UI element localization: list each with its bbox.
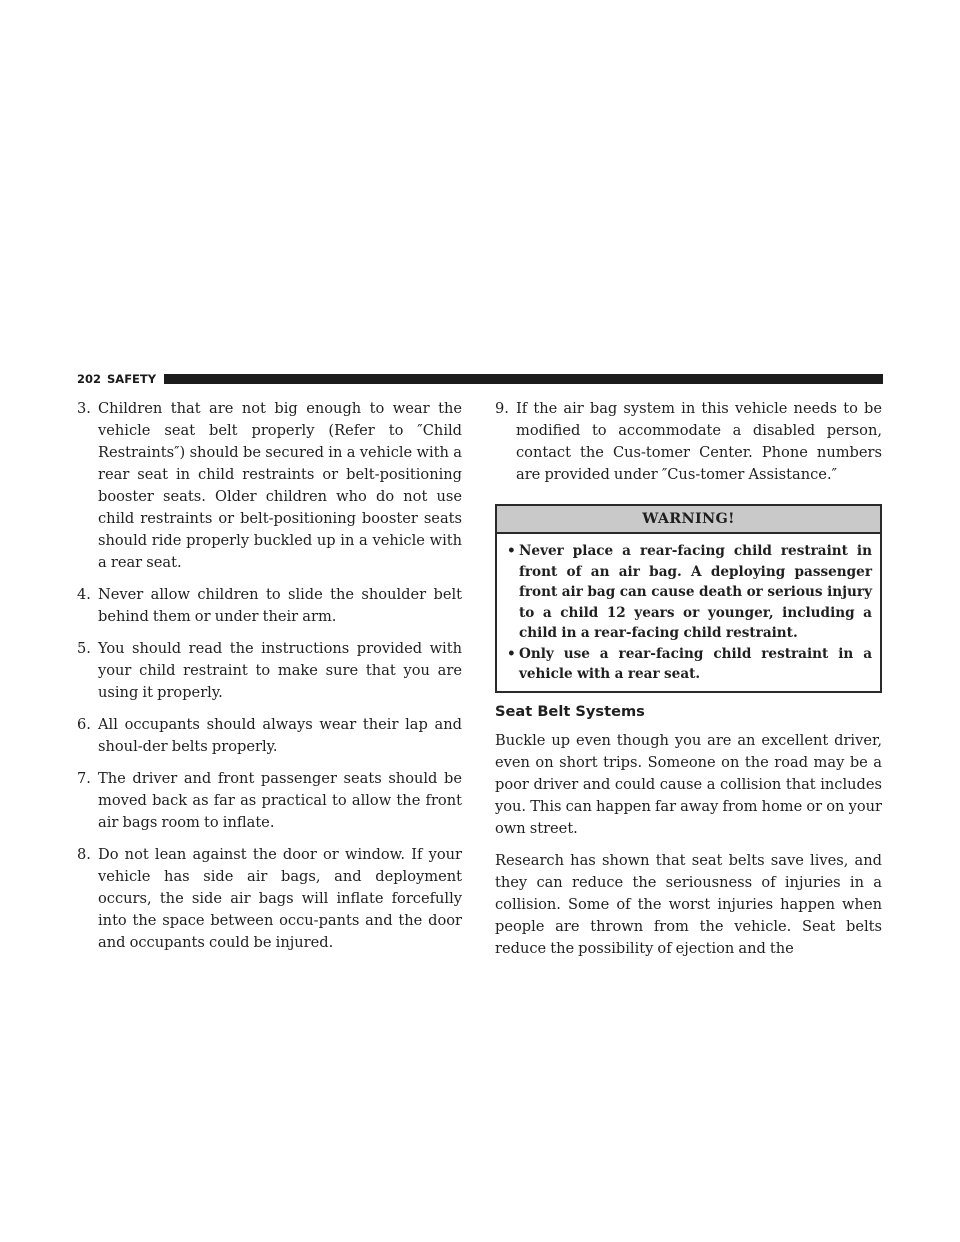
list-item [495, 398, 882, 486]
item-text: Children that are not big enough to wear the vehicle seat belt properly (Refer to ″Child Restraints″) should be secured in a vehicle with a rear seat in child restraints or belt-positioning booster seats. Older children who do not use child restraints or belt-positioning booster seats should ride properly buckled up in a vehicle with a rear seat. [98, 400, 462, 571]
item-number: 8. [77, 846, 91, 863]
item-number: 7. [77, 770, 91, 787]
right-column [495, 398, 882, 970]
item-text: Do not lean against the door or window. If your vehicle has side air bags, and deployment occurs, the side air bags will inflate forcefully into the space between occu-pants and the door and occupants could be injured. [98, 846, 462, 951]
paragraph: Buckle up even though you are an excellent driver, even on short trips. Someone on the road may be a poor driver and could cause a collision that includes you. This can happen far away from home or on your own street. [495, 731, 882, 837]
list-item [77, 768, 462, 834]
item-text: Never allow children to slide the shoulder belt behind them or under their arm. [98, 586, 462, 625]
warning-bullet-text: Never place a rear-facing child restraint in front of an air bag. A deploying passenger front air bag can cause death or serious injury to a child 12 years or younger, including a child in a rear-facing child restraint. [519, 543, 872, 641]
section-heading: Seat Belt Systems [495, 702, 645, 720]
list-item [77, 844, 462, 954]
bullet-icon: • [507, 543, 516, 559]
item-text: The driver and front passenger seats should be moved back as far as practical to allow the front air bags room to inflate. [98, 770, 462, 831]
paragraph: Research has shown that seat belts save lives, and they can reduce the seriousness of injuries in a collision. Some of the worst injuries happen when people are thrown from the vehicle. Seat belts reduce the possibility of ejection and the [495, 851, 882, 957]
page-number: 202 [77, 372, 102, 386]
page-header [77, 371, 883, 387]
list-item [77, 584, 462, 628]
warning-bullet [507, 541, 872, 644]
bullet-icon: • [507, 645, 516, 662]
item-text: If the air bag system in this vehicle needs to be modified to accommodate a disabled person, contact the Cus-tomer Center. Phone numbers are provided under ″Cus-tomer Assistance.″ [516, 400, 882, 483]
list-item [77, 714, 462, 758]
item-number: 4. [77, 586, 91, 603]
warning-title: WARNING! [497, 506, 880, 534]
list-item [77, 638, 462, 704]
item-number: 6. [77, 716, 91, 733]
warning-box [495, 504, 882, 693]
section-title: SAFETY [107, 372, 157, 386]
item-number: 9. [495, 400, 509, 417]
warning-bullet [507, 644, 872, 685]
header-rule [164, 374, 883, 384]
left-column [77, 398, 462, 964]
list-item [77, 398, 462, 574]
item-number: 3. [77, 400, 91, 417]
warning-bullet-text: Only use a rear-facing child restraint in a vehicle with a rear seat. [519, 645, 872, 682]
item-text: You should read the instructions provided with your child restraint to make sure that you are using it properly. [98, 640, 462, 701]
item-number: 5. [77, 640, 91, 657]
item-text: All occupants should always wear their lap and shoul-der belts properly. [98, 716, 462, 755]
warning-body [497, 534, 880, 691]
